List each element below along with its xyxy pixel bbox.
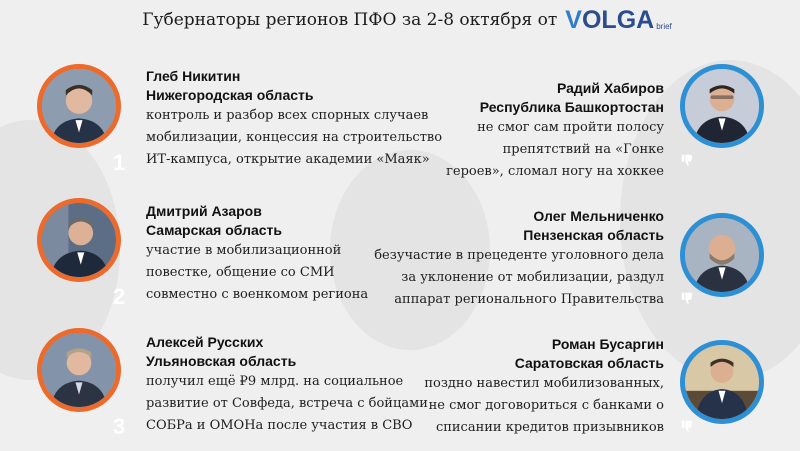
governor-entry-right bbox=[446, 79, 664, 183]
governor-photo bbox=[37, 64, 121, 148]
rank-badge: 2 bbox=[113, 284, 126, 309]
governor-description: безучастие в прецеденте уголовного дела за уклонение от мобилизации, раздул аппарат регионального Правительства bbox=[374, 248, 664, 307]
page-title: Губернаторы регионов ПФО за 2-8 октября от bbox=[142, 10, 558, 30]
governor-entry-left bbox=[146, 67, 442, 171]
governor-region: Ульяновская область bbox=[146, 353, 297, 369]
governor-region: Республика Башкортостан bbox=[479, 99, 664, 115]
governor-photo bbox=[680, 213, 764, 297]
governor-region: Самарская область bbox=[146, 222, 282, 238]
governor-entry-left bbox=[146, 202, 368, 306]
governor-photo bbox=[37, 328, 121, 412]
governor-description: участие в мобилизационной повестке, общение со СМИ совместно с военкомом региона bbox=[146, 243, 369, 302]
governor-description: получил ещё ₽9 млрд. на социальное развитие от Совфеда, встреча с бойцами СОБРа и ОМОНа после участия в СВО bbox=[146, 374, 428, 433]
governor-description: поздно навестил мобилизованных, не смог договориться с банками о списании кредитов призывников bbox=[424, 376, 664, 435]
governor-name: Радий Хабиров bbox=[556, 80, 664, 96]
header bbox=[0, 0, 800, 40]
governor-name: Алексей Русских bbox=[146, 334, 264, 350]
rank-badge: 1 bbox=[113, 150, 126, 175]
logo-text: VOLGA bbox=[565, 5, 655, 34]
governor-name: Роман Бусаргин bbox=[551, 336, 664, 352]
governor-photo bbox=[37, 198, 121, 282]
governor-name: Дмитрий Азаров bbox=[146, 203, 262, 219]
governor-region: Нижегородская область bbox=[146, 87, 314, 103]
governor-description: контроль и разбор всех спорных случаев мобилизации, концессия на строительство ИТ-кампуса, открытие академии «Маяк» bbox=[146, 108, 443, 167]
governor-region: Саратовская область bbox=[514, 355, 664, 371]
governor-name: Глеб Никитин bbox=[146, 68, 241, 84]
governor-photo bbox=[680, 340, 764, 424]
governor-entry-left bbox=[146, 333, 428, 437]
thumb-down-icon bbox=[679, 418, 695, 434]
governor-description: не смог сам пройти полосу препятствий на «Гонке героев», сломал ногу на хоккее bbox=[446, 120, 664, 179]
governor-entry-right bbox=[424, 335, 664, 439]
logo-subtext: brief bbox=[656, 21, 672, 31]
volga-brief-logo bbox=[565, 5, 672, 34]
thumb-down-icon bbox=[679, 152, 695, 168]
governor-photo bbox=[680, 64, 764, 148]
governor-region: Пензенская область bbox=[523, 227, 664, 243]
thumb-down-icon bbox=[679, 290, 695, 306]
governor-name: Олег Мельниченко bbox=[533, 208, 664, 224]
governor-entry-right bbox=[374, 207, 664, 311]
rank-badge: 3 bbox=[113, 414, 126, 439]
